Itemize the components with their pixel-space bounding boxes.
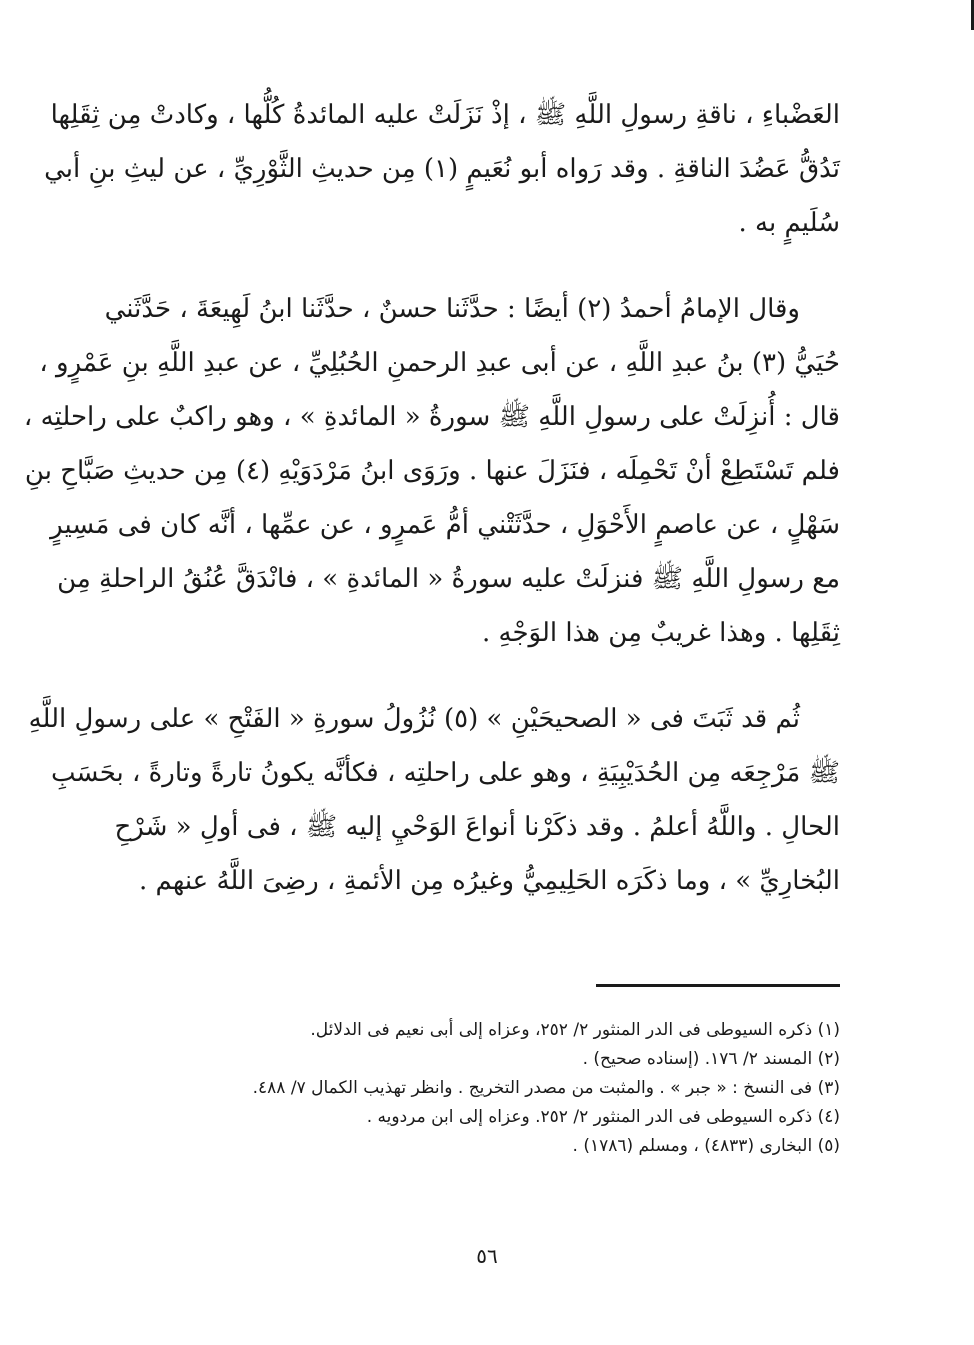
page-corner-mark [959, 0, 974, 30]
text-line: الحالِ . واللَّهُ أعلمُ . وقد ذكَرْنا أنواعَ الوَحْيِ إليه ﷺ ، فى أولِ « شَرْحِ [114, 812, 840, 842]
paragraph-1 [44, 88, 840, 250]
text-line: سُلَيمٍ به . [738, 208, 840, 238]
text-line: تَدُقُّ عَضُدَ الناقةِ . وقد رَواه أبو نُعَيمٍ (١) مِن حديثِ الثَّوْرِيِّ ، عن ليثِ بنِ أبي [44, 154, 840, 184]
text-line: ثُم قد ثَبَتَ فى « الصحيحَيْنِ » (٥) نُزُولُ سورةِ « الفَتْحِ » على رسولِ اللَّهِ [28, 704, 800, 734]
main-text [23, 88, 840, 908]
text-line: سَهْلٍ ، عن عاصمٍ الأَحْوَلِ ، حدَّثَتْني أمُّ عَمرٍو ، عن عمِّها ، أنَّه كان فى مَسِيرٍ [50, 510, 840, 540]
paragraph-3 [28, 692, 840, 908]
paragraph-2 [23, 282, 840, 660]
footnotes [118, 1016, 840, 1161]
text-line: فلم تَسْتَطِعْ أنْ تَحْمِلَه ، فنَزَلَ عنها . ورَوَى ابنُ مَرْدَوَيْهِ (٤) مِن حديثِ صَبَّاحِ بنِ [24, 456, 840, 486]
footnote-3: (٣) فى النسخ : « جبر » . والمثبت من مصدر التخريج . وانظر تهذيب الكمال ٧/ ٤٨٨. [252, 1078, 840, 1098]
text-line: قال : أُنزِلَتْ على رسولِ اللَّهِ ﷺ سورةُ « المائدةِ » ، وهو راكبٌ على راحلتِه ، [23, 402, 840, 432]
text-line: ثِقَلِها . وهذا غريبٌ مِن هذا الوَجْهِ . [481, 618, 840, 648]
text-line: ﷺ مَرْجِعَه مِن الحُدَيْبِيَةِ ، وهو على راحلتِه ، فكأنَّه يكونُ تارةً وتارةً ، بحَسَبِ [51, 758, 840, 788]
footnote-5: (٥) البخارى (٤٨٣٣) ، ومسلم (١٧٨٦) . [572, 1136, 840, 1156]
text-line: العَضْباءِ ، ناقةِ رسولِ اللَّهِ ﷺ ، إذْ نَزَلَتْ عليه المائدةُ كُلُّها ، وكادتْ مِن ثِقَلِها [50, 100, 840, 130]
text-line: البُخارِيِّ » ، وما ذكَرَه الحَلِيمِيُّ وغيرُه مِن الأئمةِ ، رضِىَ اللَّهُ عنهم . [139, 866, 840, 896]
text-line: مع رسولِ اللَّهِ ﷺ فنزلَتْ عليه سورةُ « المائدةِ » ، فانْدَقَّ عُنُقُ الراحلةِ مِن [57, 564, 840, 594]
footnote-4: (٤) ذكره السيوطى فى الدر المنثور ٢/ ٢٥٢. وعزاه إلى ابن مردويه . [366, 1107, 840, 1127]
text-line: حُيَيُّ (٣) بنُ عبدِ اللَّهِ ، عن أبى عبدِ الرحمنِ الحُبُلِيِّ ، عن عبدِ اللَّهِ بنِ عَمْرٍو ، [39, 348, 840, 378]
footnote-separator [596, 984, 840, 987]
text-line: وقال الإمامُ أحمدُ (٢) أيضًا : حدَّثَنا حسنٌ ، حدَّثَنا ابنُ لَهِيعَةَ ، حَدَّثَني [104, 294, 800, 324]
footnote-2: (٢) المسند ٢/ ١٧٦. (إسناده صحيح) . [582, 1049, 840, 1069]
footnote-1: (١) ذكره السيوطى فى الدر المنثور ٢/ ٢٥٢، وعزاه إلى أبى نعيم فى الدلائل. [310, 1020, 840, 1040]
page-number: ٥٦ [476, 1244, 498, 1268]
